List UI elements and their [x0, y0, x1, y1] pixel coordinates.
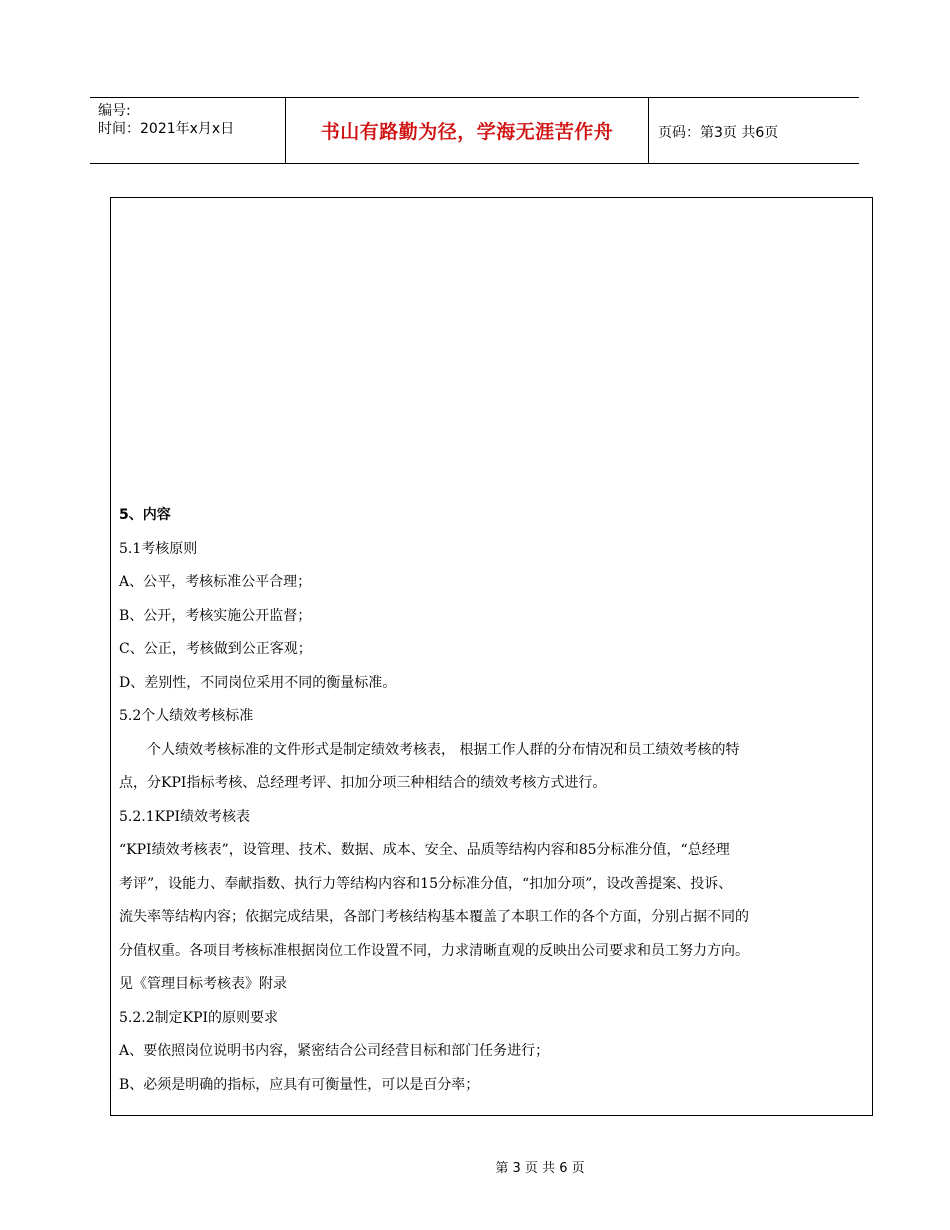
paragraph-line: 分值权重。各项目考核标准根据岗位工作设置不同，力求清晰直观的反映出公司要求和员工努力方向。 [119, 942, 749, 959]
motto: 书山有路勤为径，学海无涯苦作舟 [320, 121, 614, 143]
number-label: 编号: [98, 103, 131, 119]
paragraph-line: 流失率等结构内容；依据完成结果，各部门考核结构基本覆盖了本职工作的各个方面，分别占据不同的 [119, 909, 749, 925]
subsection-heading: 5.1考核原则 [119, 540, 198, 557]
page-footer: 第 3 页 共 6 页 [495, 1161, 585, 1176]
subsection-heading: 5.2个人绩效考核标准 [119, 708, 254, 724]
subsection-heading: 5.2.1KPI绩效考核表 [119, 808, 251, 825]
header-motto-cell [285, 98, 649, 163]
requirement-item: B、必须是明确的指标，应具有可衡量性，可以是百分率； [119, 1076, 480, 1093]
reference-note: 见《管理目标考核表》附录 [119, 976, 287, 992]
paragraph-line: 考评”，设能力、奉献指数、执行力等结构内容和15分标准分值，“扣加分项”，设改善提案、投诉、 [119, 875, 733, 892]
section-heading: 5、内容 [119, 507, 171, 523]
paragraph-line: 点，分KPI指标考核、总经理考评、扣加分项三种相结合的绩效考核方式进行。 [119, 775, 607, 791]
document-body [119, 505, 867, 1108]
page-code: 页码：第3页 共6页 [658, 125, 779, 141]
principle-item: A、公平，考核标准公平合理； [119, 574, 312, 590]
document-header [90, 97, 859, 164]
subsection-heading: 5.2.2制定KPI的原则要求 [119, 1009, 279, 1026]
header-meta [98, 102, 234, 138]
requirement-item: A、要依照岗位说明书内容，紧密结合公司经营目标和部门任务进行； [119, 1043, 550, 1059]
time-label: 时间：2021年x月x日 [98, 121, 235, 137]
paragraph-line: “KPI绩效考核表”，设管理、技术、数据、成本、安全、品质等结构内容和85分标准分值，“总经理 [119, 842, 730, 858]
principle-item: D、差别性，不同岗位采用不同的衡量标准。 [119, 674, 397, 691]
principle-item: C、公正，考核做到公正客观； [119, 641, 312, 657]
principle-item: B、公开，考核实施公开监督； [119, 607, 312, 624]
paragraph-line: 个人绩效考核标准的文件形式是制定绩效考核表， 根据工作人群的分布情况和员工绩效考核的特 [147, 741, 740, 758]
